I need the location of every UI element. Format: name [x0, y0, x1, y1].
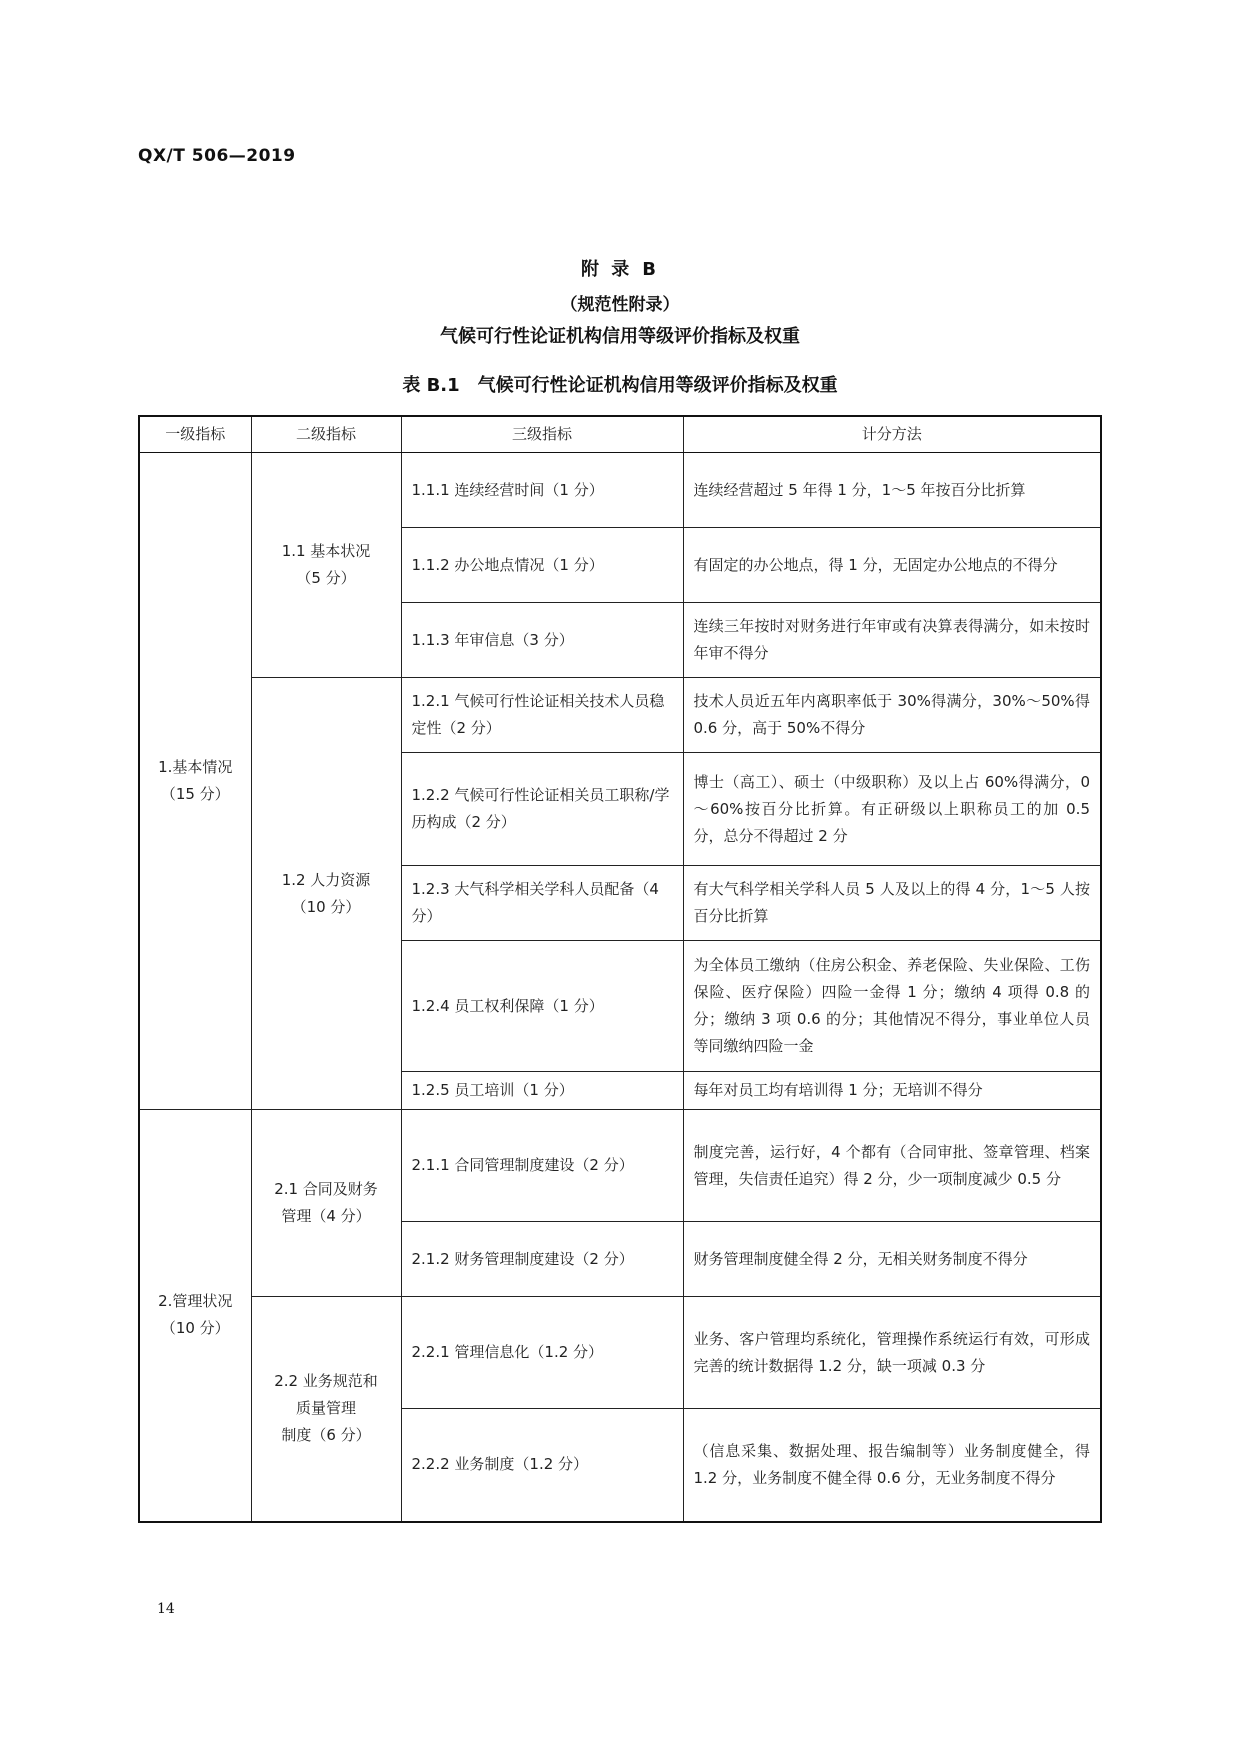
table-row — [139, 453, 1101, 528]
page-number: 14 — [157, 1601, 175, 1617]
table-caption — [0, 371, 1240, 397]
table-caption-title: 气候可行性论证机构信用等级评价指标及权重 — [477, 375, 838, 396]
method-cell: （信息采集、数据处理、报告编制等）业务制度健全，得 1.2 分，业务制度不健全得 0.6 分，无业务制度不得分 — [683, 1409, 1101, 1522]
table-header-row — [139, 416, 1101, 453]
table-row — [139, 678, 1101, 753]
level1-cell — [139, 453, 251, 1110]
appendix-title: 气候可行性论证机构信用等级评价指标及权重 — [440, 326, 800, 347]
level2-label: 1.2 人力资源 — [281, 870, 371, 889]
table-row — [139, 1297, 1101, 1409]
level3-cell: 2.2.2 业务制度（1.2 分） — [401, 1409, 683, 1522]
method-cell: 业务、客户管理均系统化，管理操作系统运行有效，可形成完善的统计数据得 1.2 分，缺一项减 0.3 分 — [683, 1297, 1101, 1409]
level3-cell: 1.2.3 大气科学相关学科人员配备（4 分） — [401, 866, 683, 941]
method-cell: 连续三年按时对财务进行年审或有决算表得满分，如未按时年审不得分 — [683, 603, 1101, 678]
level2-label-line2: 质量管理 — [295, 1399, 356, 1418]
level2-score: 制度（6 分） — [281, 1426, 371, 1445]
table-row — [139, 1110, 1101, 1222]
level2-score: （10 分） — [291, 897, 361, 916]
table-caption-label: 表 B.1 — [402, 375, 460, 396]
level2-label: 2.2 业务规范和 — [274, 1372, 378, 1391]
appendix-letter: B — [642, 259, 659, 280]
appendix-nature: （规范性附录） — [560, 295, 680, 315]
level1-score: （15 分） — [160, 785, 230, 803]
level3-cell: 2.1.2 财务管理制度建设（2 分） — [401, 1222, 683, 1297]
level2-cell — [251, 678, 401, 1110]
level2-label: 2.1 合同及财务 — [274, 1180, 378, 1198]
level3-cell: 1.2.2 气候可行性论证相关员工职称/学历构成（2 分） — [401, 753, 683, 866]
level1-score: （10 分） — [160, 1319, 230, 1338]
level1-cell — [139, 1110, 251, 1522]
method-cell: 每年对员工均有培训得 1 分；无培训不得分 — [683, 1072, 1101, 1110]
level2-cell — [251, 453, 401, 678]
level1-label: 1.基本情况 — [158, 758, 233, 776]
method-cell: 有大气科学相关学科人员 5 人及以上的得 4 分，1～5 人按百分比折算 — [683, 866, 1101, 941]
level3-cell: 1.1.1 连续经营时间（1 分） — [401, 453, 683, 528]
header-level1: 一级指标 — [139, 416, 251, 453]
level2-score: 管理（4 分） — [281, 1207, 371, 1225]
indicator-table — [138, 415, 1102, 1523]
method-cell: 有固定的办公地点，得 1 分，无固定办公地点的不得分 — [683, 528, 1101, 603]
level2-label: 1.1 基本状况 — [281, 542, 371, 560]
method-cell: 技术人员近五年内离职率低于 30%得满分，30%～50%得 0.6 分，高于 50%不得分 — [683, 678, 1101, 753]
level2-cell — [251, 1297, 401, 1522]
level3-cell: 1.2.1 气候可行性论证相关技术人员稳定性（2 分） — [401, 678, 683, 753]
header-level3: 三级指标 — [401, 416, 683, 453]
level1-label: 2.管理状况 — [158, 1292, 233, 1311]
level3-cell: 2.2.1 管理信息化（1.2 分） — [401, 1297, 683, 1409]
method-cell: 为全体员工缴纳（住房公积金、养老保险、失业保险、工伤保险、医疗保险）四险一金得 1 分；缴纳 4 项得 0.8 的分；缴纳 3 项 0.6 的分；其他情况不得分，事业单位人员等同缴纳四险一金 — [683, 941, 1101, 1072]
appendix-label-text: 附 录 — [580, 259, 633, 280]
level2-cell — [251, 1110, 401, 1297]
appendix-label — [0, 255, 1240, 281]
level3-cell: 2.1.1 合同管理制度建设（2 分） — [401, 1110, 683, 1222]
header-method: 计分方法 — [683, 416, 1101, 453]
level2-score: （5 分） — [296, 569, 356, 587]
method-cell: 制度完善，运行好，4 个都有（合同审批、签章管理、档案管理，失信责任追究）得 2 分，少一项制度减少 0.5 分 — [683, 1110, 1101, 1222]
method-cell: 博士（高工）、硕士（中级职称）及以上占 60%得满分，0～60%按百分比折算。有正研级以上职称员工的加 0.5 分，总分不得超过 2 分 — [683, 753, 1101, 866]
method-cell: 连续经营超过 5 年得 1 分，1～5 年按百分比折算 — [683, 453, 1101, 528]
standard-code: QX/T 506—2019 — [138, 146, 296, 166]
level3-cell: 1.2.4 员工权利保障（1 分） — [401, 941, 683, 1072]
level3-cell: 1.2.5 员工培训（1 分） — [401, 1072, 683, 1110]
level3-cell: 1.1.3 年审信息（3 分） — [401, 603, 683, 678]
level3-cell: 1.1.2 办公地点情况（1 分） — [401, 528, 683, 603]
method-cell: 财务管理制度健全得 2 分，无相关财务制度不得分 — [683, 1222, 1101, 1297]
header-level2: 二级指标 — [251, 416, 401, 453]
